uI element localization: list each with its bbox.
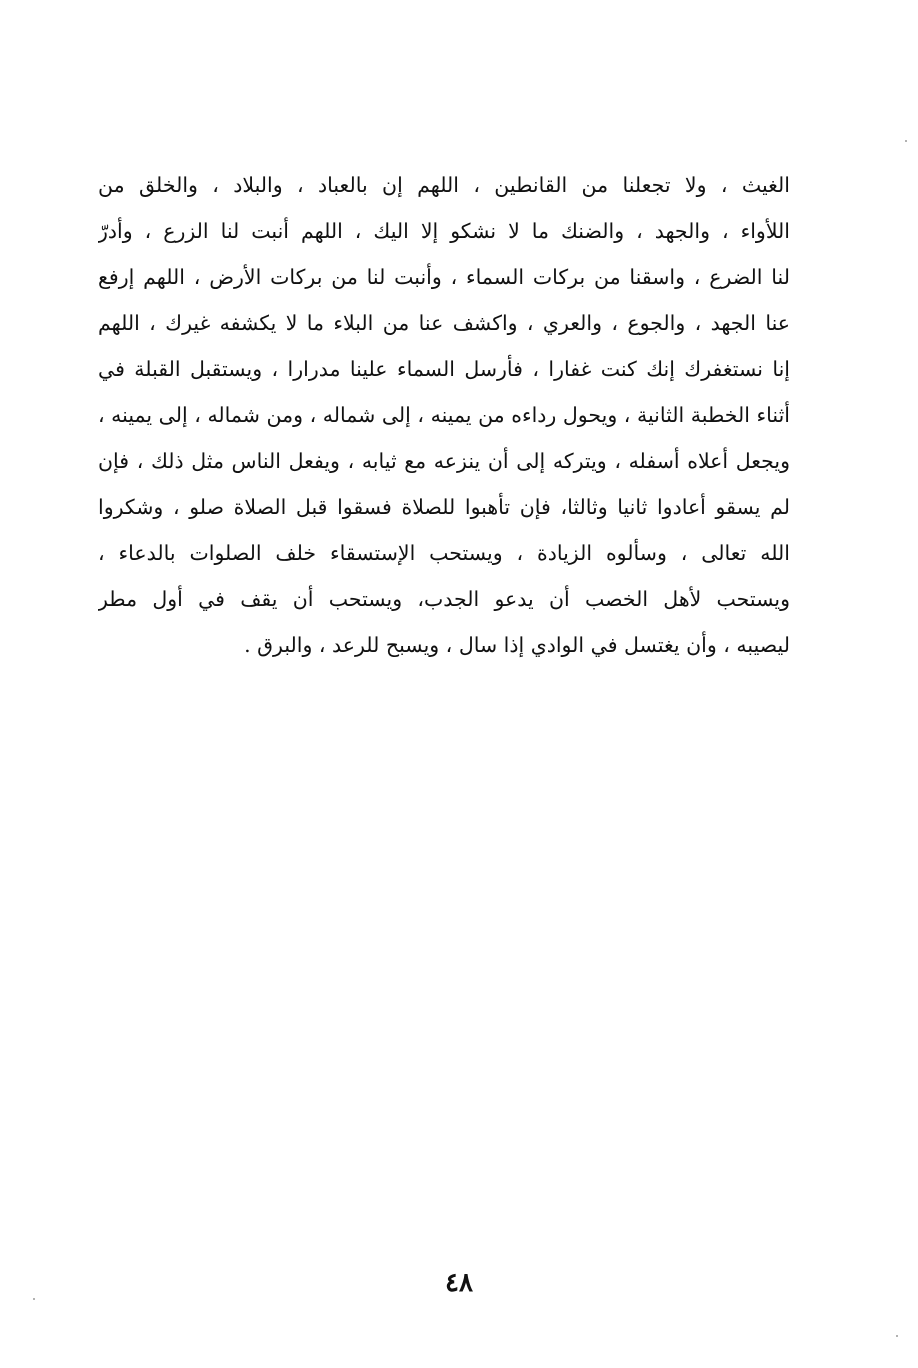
text-line: أثناء الخطبة الثانية ، ويحول رداءه من يمينه ، إلى شماله ، ومن شماله ، إلى يمينه ، — [98, 403, 790, 427]
text-line: ويستحب لأهل الخصب أن يدعو الجدب، ويستحب أن يقف في أول مطر — [98, 587, 790, 611]
text-line: الله تعالى ، وسألوه الزيادة ، ويستحب الإستسقاء خلف الصلوات بالدعاء ، — [98, 541, 790, 565]
text-line: ويجعل أعلاه أسفله ، ويتركه إلى أن ينزعه مع ثيابه ، ويفعل الناس مثل ذلك ، فإن — [98, 449, 790, 473]
text-line: لم يسقو أعادوا ثانيا وثالثا، فإن تأهبوا للصلاة فسقوا قبل الصلاة صلو ، وشكروا — [98, 495, 790, 519]
page-number: ٤٨ — [445, 1268, 473, 1298]
scan-speck — [896, 1335, 898, 1337]
scan-speck — [33, 1298, 35, 1300]
body-text — [98, 162, 790, 668]
text-line: اللأواء ، والجهد ، والضنك ما لا نشكو إلا اليك ، اللهم أنبت لنا الزرع ، وأدرّ — [98, 219, 790, 243]
text-line: عنا الجهد ، والجوع ، والعري ، واكشف عنا من البلاء ما لا يكشفه غيرك ، اللهم — [98, 311, 790, 335]
text-line: الغيث ، ولا تجعلنا من القانطين ، اللهم إن بالعباد ، والبلاد ، والخلق من — [98, 173, 790, 197]
scan-speck — [905, 140, 907, 142]
text-line-last: ليصيبه ، وأن يغتسل في الوادي إذا سال ، ويسبح للرعد ، والبرق . — [244, 633, 790, 657]
text-line: إنا نستغفرك إنك كنت غفارا ، فأرسل السماء علينا مدرارا ، ويستقبل القبلة في — [98, 357, 790, 381]
text-line: لنا الضرع ، واسقنا من بركات السماء ، وأنبت لنا من بركات الأرض ، اللهم إرفع — [98, 265, 790, 289]
